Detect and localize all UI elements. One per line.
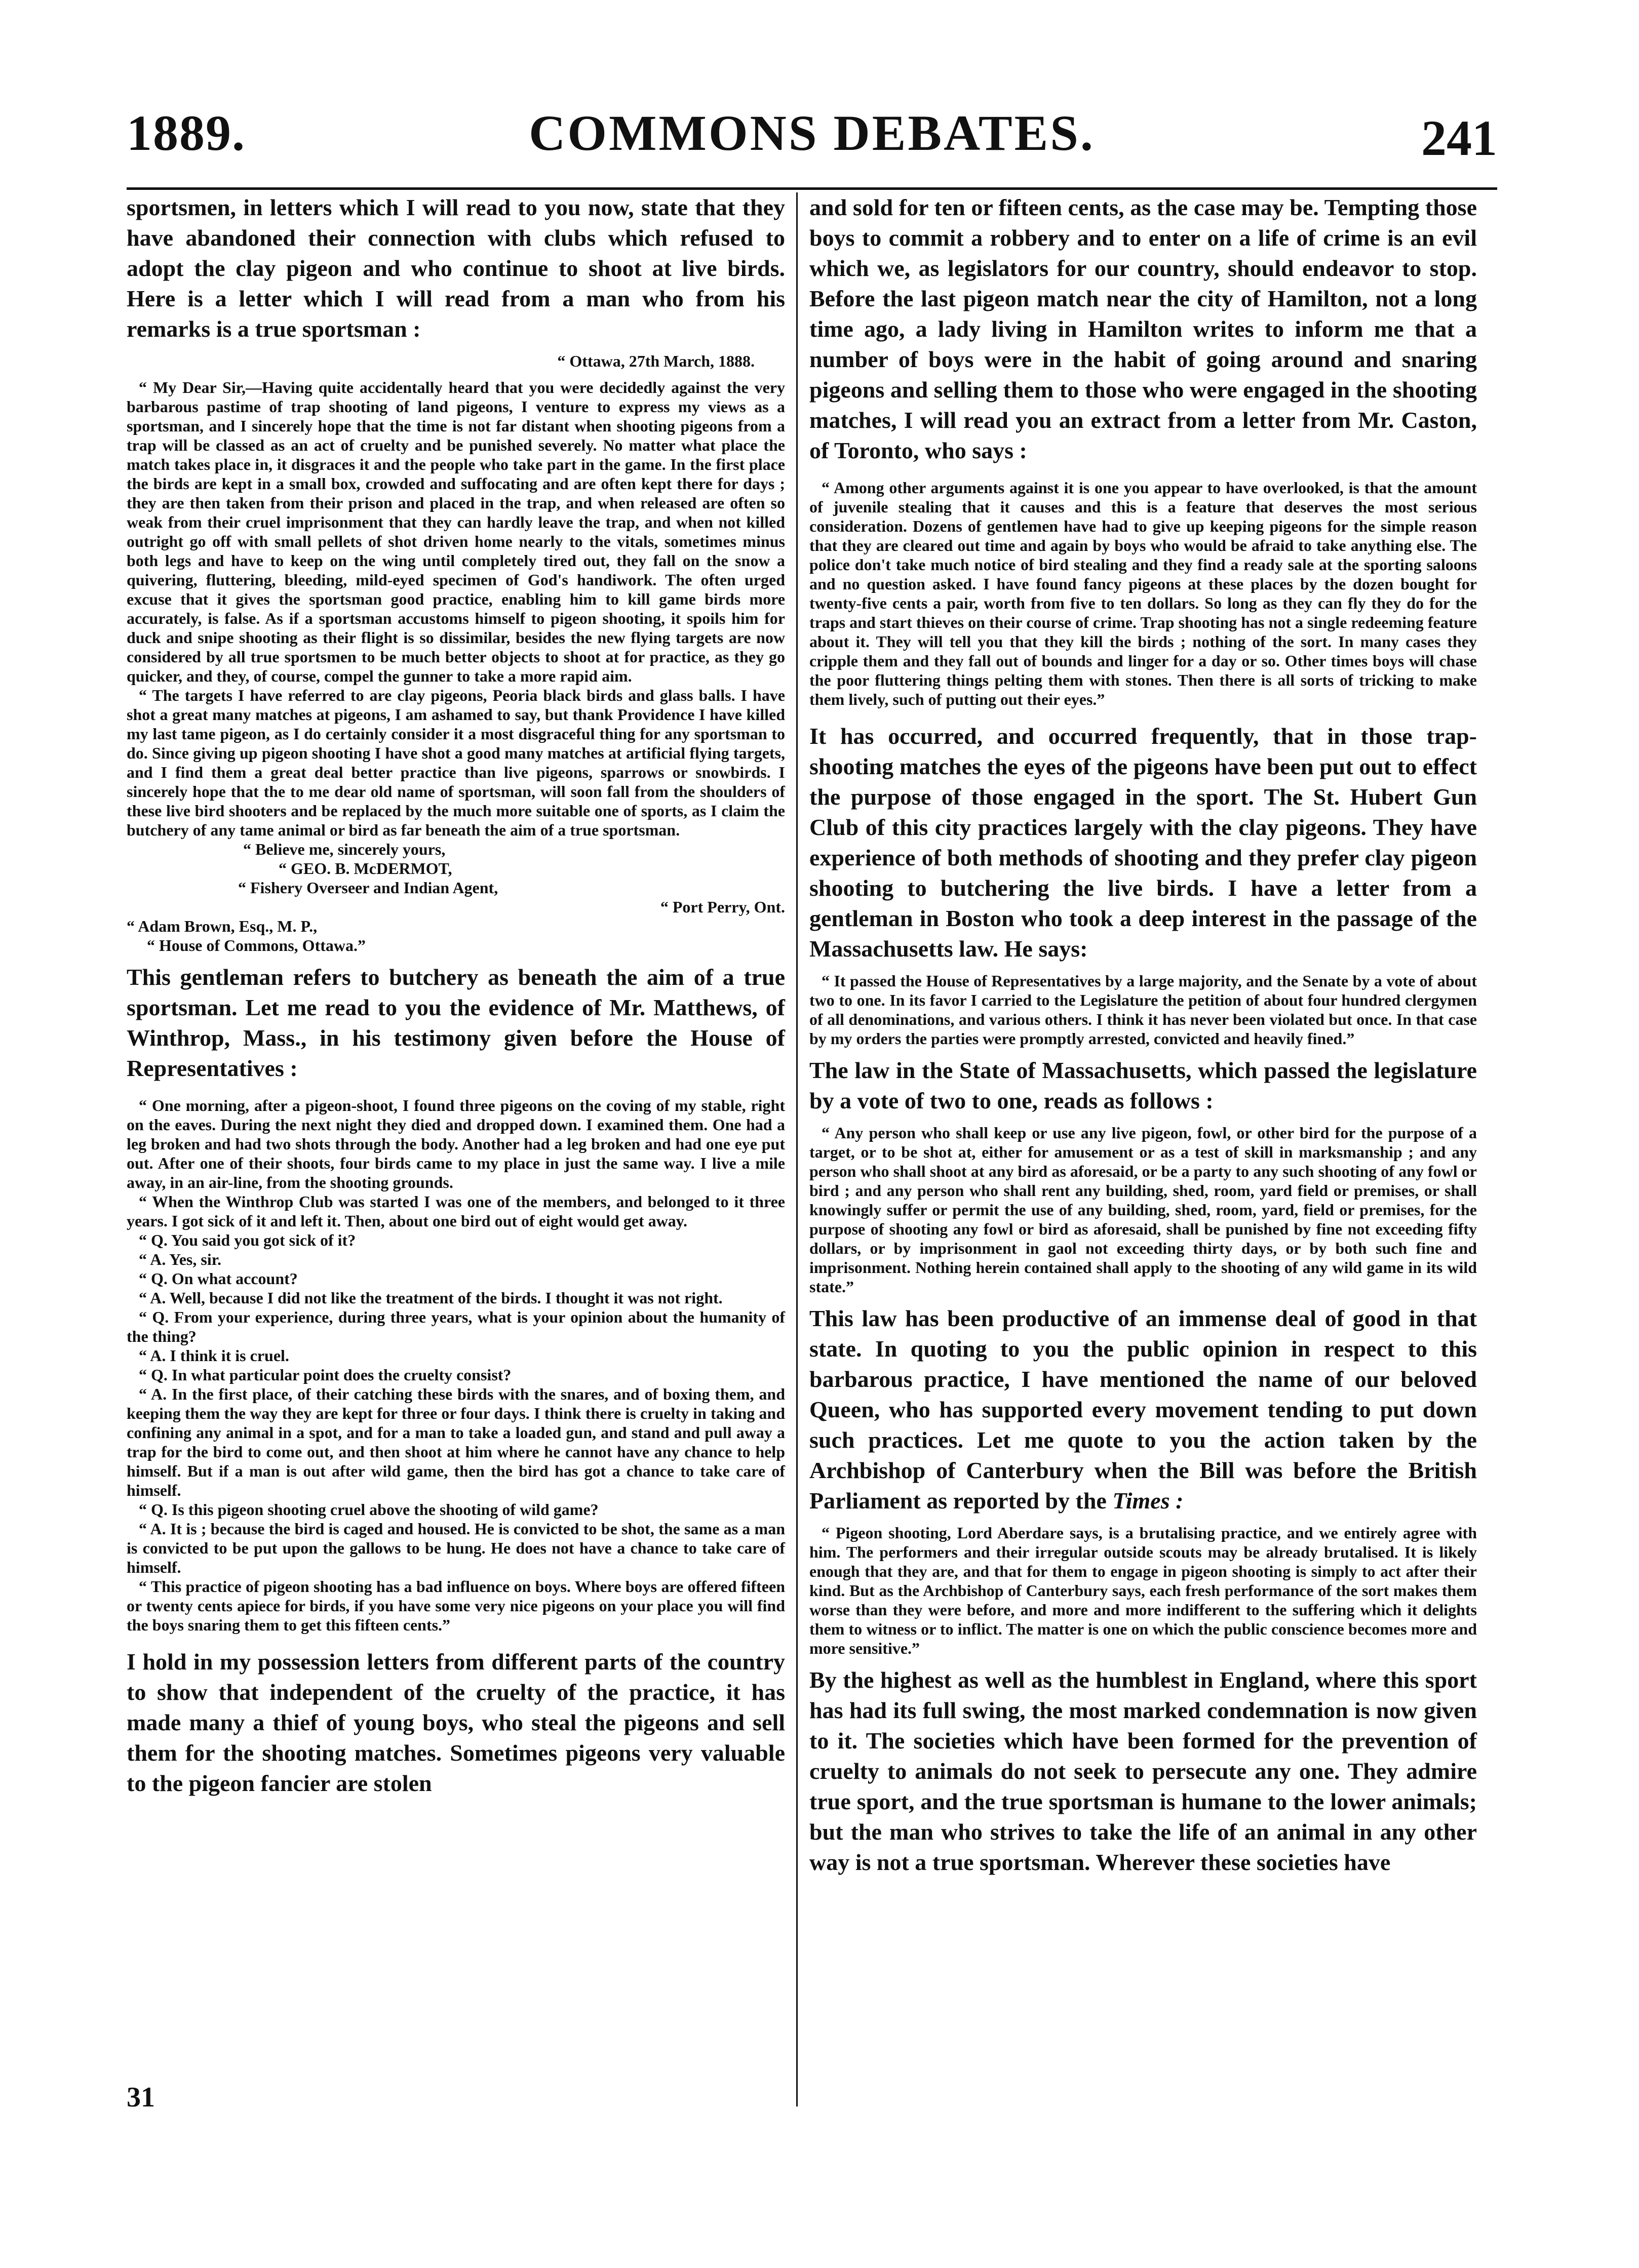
letter-signatory: “ GEO. B. McDERMOT, <box>279 859 452 878</box>
letter-quote-2: “ The targets I have referred to are clay pigeons, Peoria black birds and glass balls. I have shot a great many matches at pigeons, I am ashamed to say, but thank Providence I have killed my last tame pigeon, as I do certainly consider it a most disgraceful thing for any sportsman to do. Since giving up pigeon shooting I have shot a good many matches at artificial flying targets, and I find them a great deal better practice than live pigeons, sparrows or snowbirds. I sincerely hope that the to me dear old name of sportsman, will soon fall from the shoulders of these live bird shooters and be replaced by the much more suitable one of sports, as I claim the butchery of any tame animal or bird as far beneath the aim of a true sportsman. <box>127 686 785 839</box>
evidence-9: “ Q. In what particular point does the cruelty consist? <box>139 1366 512 1384</box>
evidence-1: “ One morning, after a pigeon-shoot, I found three pigeons on the coving of my stable, right on the eaves. During the next night they died and dropped down. I examined them. One had a leg broken and had two shots through the body. Another had a leg broken and had one eye put out. After one of their shoots, four birds came to my place in just the same way. I live a mile away, in an air-line, from the shooting grounds. <box>127 1096 785 1191</box>
evidence-3: “ Q. You said you got sick of it? <box>139 1231 356 1249</box>
letter-quote-1: “ My Dear Sir,—Having quite accidentally heard that you were decidedly against the very barbarous pastime of trap shooting of land pigeons, I venture to express my views as a sportsman, and I sincerely hope that the time is not far distant when shooting pigeons from a trap will be classed as an act of cruelty and be punished severely. No matter what place the match takes place in, it disgraces it and the people who take part in the game. In the first place the birds are kept in a small box, crowded and suffocating and are often kept there for days ; they are then taken from their prison and placed in the trap, and when released are often so weak from their cruel imprisonment that they can hardly leave the trap, and when not killed outright go off with small pellets of shot driven home nearly to the vitals, sometimes minus both legs and have to keep on the wing until completely tired out, they fall on the snow a quivering, fluttering, bleeding, mild-eyed specimen of God's handiwork. The often urged excuse that it gives the sportsman good practice, enabling him to kill game birds more accurately, is false. As if a sportsman accustoms himself to pigeon shooting, it spoils him for duck and snipe shooting as their flight is so dissimilar, besides the new flying targets are now considered by all true sportsmen to be much better objects to shoot at for practice, as they go quicker, and they, of course, compel the gunner to take a more rapid aim. <box>127 378 785 685</box>
page-header <box>127 104 1497 180</box>
evidence-2: “ When the Winthrop Club was started I was one of the members, and belonged to it three years. I got sick of it and left it. Then, about one bird out of eight would get away. <box>127 1192 785 1230</box>
evidence-8: “ A. I think it is cruel. <box>139 1346 289 1365</box>
right-paragraph-4 <box>809 1303 1477 1516</box>
right-paragraph-1: and sold for ten or fifteen cents, as the case may be. Tempting those boys to commit a robbery and to enter on a life of crime is an evil which we, as legislators for our country, should endeavor to stop. Before the last pigeon match near the city of Hamilton, not a long time ago, a lady living in Hamilton writes to inform me that a number of boys were in the habit of going around and snaring pigeons and selling them to those who were engaged in the shooting matches, I will read you an extract from a letter from Mr. Caston, of Toronto, who says : <box>809 194 1477 463</box>
right-paragraph-2: It has occurred, and occurred frequently, that in those trap-shooting matches the eyes of the pigeons have been put out to effect the purpose of those engaged in the sport. The St. Hubert Gun Club of this city practices largely with the clay pigeons. They have experience of both methods of shooting and they prefer clay pigeon shooting to butchering the live birds. I have a letter from a gentleman in Boston who took a deep interest in the passage of the Massachusetts law. He says: <box>809 723 1477 962</box>
letter-addressee: “ Adam Brown, Esq., M. P., <box>127 917 318 935</box>
evidence-6: “ A. Well, because I did not like the treatment of the birds. I thought it was not right. <box>139 1289 723 1307</box>
evidence-10: “ A. In the first place, of their catching these birds with the snares, and of boxing them, and keeping them the way they are kept for three or four days. I think there is cruelty in taking and confining any animal in a spot, and for a man to take a loaded gun, and stand and pull away a trap for the bird to come out, and then shoot at him where he cannot have any chance to help himself. But if a man is out after wild game, then the bird has got a chance to take care of himself. <box>127 1385 785 1499</box>
times-reference: Times : <box>1112 1488 1184 1514</box>
left-paragraph-3: I hold in my possession letters from different parts of the country to show that independent of the cruelty of the practice, it has made many a thief of young boys, who steal the pigeons and sell them for the shooting matches. Sometimes pigeons very valuable to the pigeon fancier are stolen <box>127 1649 785 1796</box>
massachusetts-law-quote: “ Any person who shall keep or use any live pigeon, fowl, or other bird for the purpose of a target, or to be shot at, either for amusement or as a test of skill in marksmanship ; and any person who shall shoot at any bird as aforesaid, or be a party to any such shooting of any fowl or bird ; and any person who shall rent any building, shed, room, yard field or premises, or shall knowingly suffer or permit the use of any building, shed, room, yard, field or premises, for the purpose of shooting any fowl or bird as aforesaid, shall be punished by fine not exceeding fifty dollars, or by imprisonment in gaol not exceeding thirty days, or by both such fine and imprisonment. Nothing herein contained shall apply to the shooting of any wild game in its wild state.” <box>809 1124 1477 1296</box>
header-page-number: 241 <box>1421 110 1497 166</box>
right-paragraph-5: By the highest as well as the humblest in England, where this sport has had its full swing, the most marked condemnation is now given to it. The societies which have been formed for the prevention of cruelty to animals do not seek to persecute any one. They admire true sport, and the true sportsman is humane to the lower animals; but the man who strives to take the life of an animal in any other way is not a true sportsman. Wherever these societies have <box>809 1667 1477 1875</box>
letter-addressee-location: “ House of Commons, Ottawa.” <box>147 936 366 954</box>
header-title: COMMONS DEBATES. <box>529 105 1095 161</box>
evidence-12: “ A. It is ; because the bird is caged and housed. He is convicted to be shot, the same as a man is convicted to be put upon the gallows to be hung. He does not have a chance to take care of himself. <box>127 1520 785 1576</box>
signature-folio: 31 <box>127 2082 155 2113</box>
right-paragraph-4-text: This law has been productive of an immense deal of good in that state. In quoting to you the public opinion in respect to this barbarous practice, I have mentioned the name of our beloved Queen, who has supported every movement tending to put down such practices. Let me quote to you the action taken by the Archbishop of Canterbury when the Bill was before the British Parliament as reported by the <box>809 1305 1477 1514</box>
right-paragraph-3: The law in the State of Massachusetts, which passed the legislature by a vote of two to one, reads as follows : <box>809 1057 1477 1113</box>
header-year: 1889. <box>127 105 246 161</box>
left-paragraph-1: sportsmen, in letters which I will read to you now, state that they have abandoned their connection with clubs which refused to adopt the clay pigeon and who continue to shoot at live birds. Here is a letter which I will read from a man who from his remarks is a true sportsman : <box>127 194 785 342</box>
evidence-7: “ Q. From your experience, during three years, what is your opinion about the humanity of the thing? <box>127 1308 785 1345</box>
right-column <box>809 192 1477 1878</box>
caston-quote: “ Among other arguments against it is one you appear to have overlooked, is that the amount of juvenile stealing that it causes and this is a feature that deserves the most serious consideration. Dozens of gentlemen have had to give up keeping pigeons for the simple reason that they are cleared out time and again by boys who would be afraid to take anything else. The police don't take much notice of bird stealing and they find a ready sale at the sporting saloons and no question asked. I have found fancy pigeons at these places by the dozen bought for twenty-five cents a pair, worth from five to ten dollars. So long as they can fly they do for the traps and start thieves on their course of crime. Trap shooting has not a single redeeming feature about it. They will tell you that they kill the birds ; nothing of the sort. In many cases they cripple them and they fall out of bounds and linger for a day or so. Other times boys will chase the poor fluttering things pelting them with stones. Then there is all sorts of tricking to make them lively, such of putting out their eyes.” <box>809 479 1477 708</box>
evidence-11: “ Q. Is this pigeon shooting cruel above the shooting of wild game? <box>139 1500 599 1519</box>
letter-signoff: “ Believe me, sincerely yours, <box>243 840 446 858</box>
header-rule <box>127 187 1497 190</box>
left-column <box>127 192 785 1799</box>
boston-quote: “ It passed the House of Representatives by a large majority, and the Senate by a vote of about two to one. In its favor I carried to the Legislature the petition of about four hundred clergymen of all denominations, and various others. I think it has never been violated but once. In that case by my orders the parties were promptly arrested, convicted and heavily fined.” <box>809 972 1477 1048</box>
evidence-13: “ This practice of pigeon shooting has a bad influence on boys. Where boys are offered fifteen or twenty cents apiece for birds, if you have some very nice pigeons on your place you will find the boys snaring them to get this fifteen cents.” <box>127 1577 785 1634</box>
times-quote: “ Pigeon shooting, Lord Aberdare says, is a brutalising practice, and we entirely agree with him. The performers and their irregular outside scouts may be already brutalised. It is likely enough that they are, and that for them to engage in pigeon shooting is simply to act after their kind. But as the Archbishop of Canterbury says, each fresh performance of the sort makes them worse than they were before, and more and more indifferent to the suffering which it delights them to witness or to inflict. The matter is one on which the public conscience becomes more and more sensitive.” <box>809 1524 1477 1657</box>
letter-signatory-place: “ Port Perry, Ont. <box>660 898 785 916</box>
evidence-5: “ Q. On what account? <box>139 1269 298 1288</box>
column-divider <box>796 192 798 2106</box>
letter-dateline: “ Ottawa, 27th March, 1888. <box>557 352 755 370</box>
evidence-4: “ A. Yes, sir. <box>139 1250 221 1268</box>
left-paragraph-2: This gentleman refers to butchery as beneath the aim of a true sportsman. Let me read to you the evidence of Mr. Matthews, of Winthrop, Mass., in his testimony given before the House of Representatives : <box>127 964 785 1081</box>
letter-signatory-title: “ Fishery Overseer and Indian Agent, <box>238 879 498 897</box>
